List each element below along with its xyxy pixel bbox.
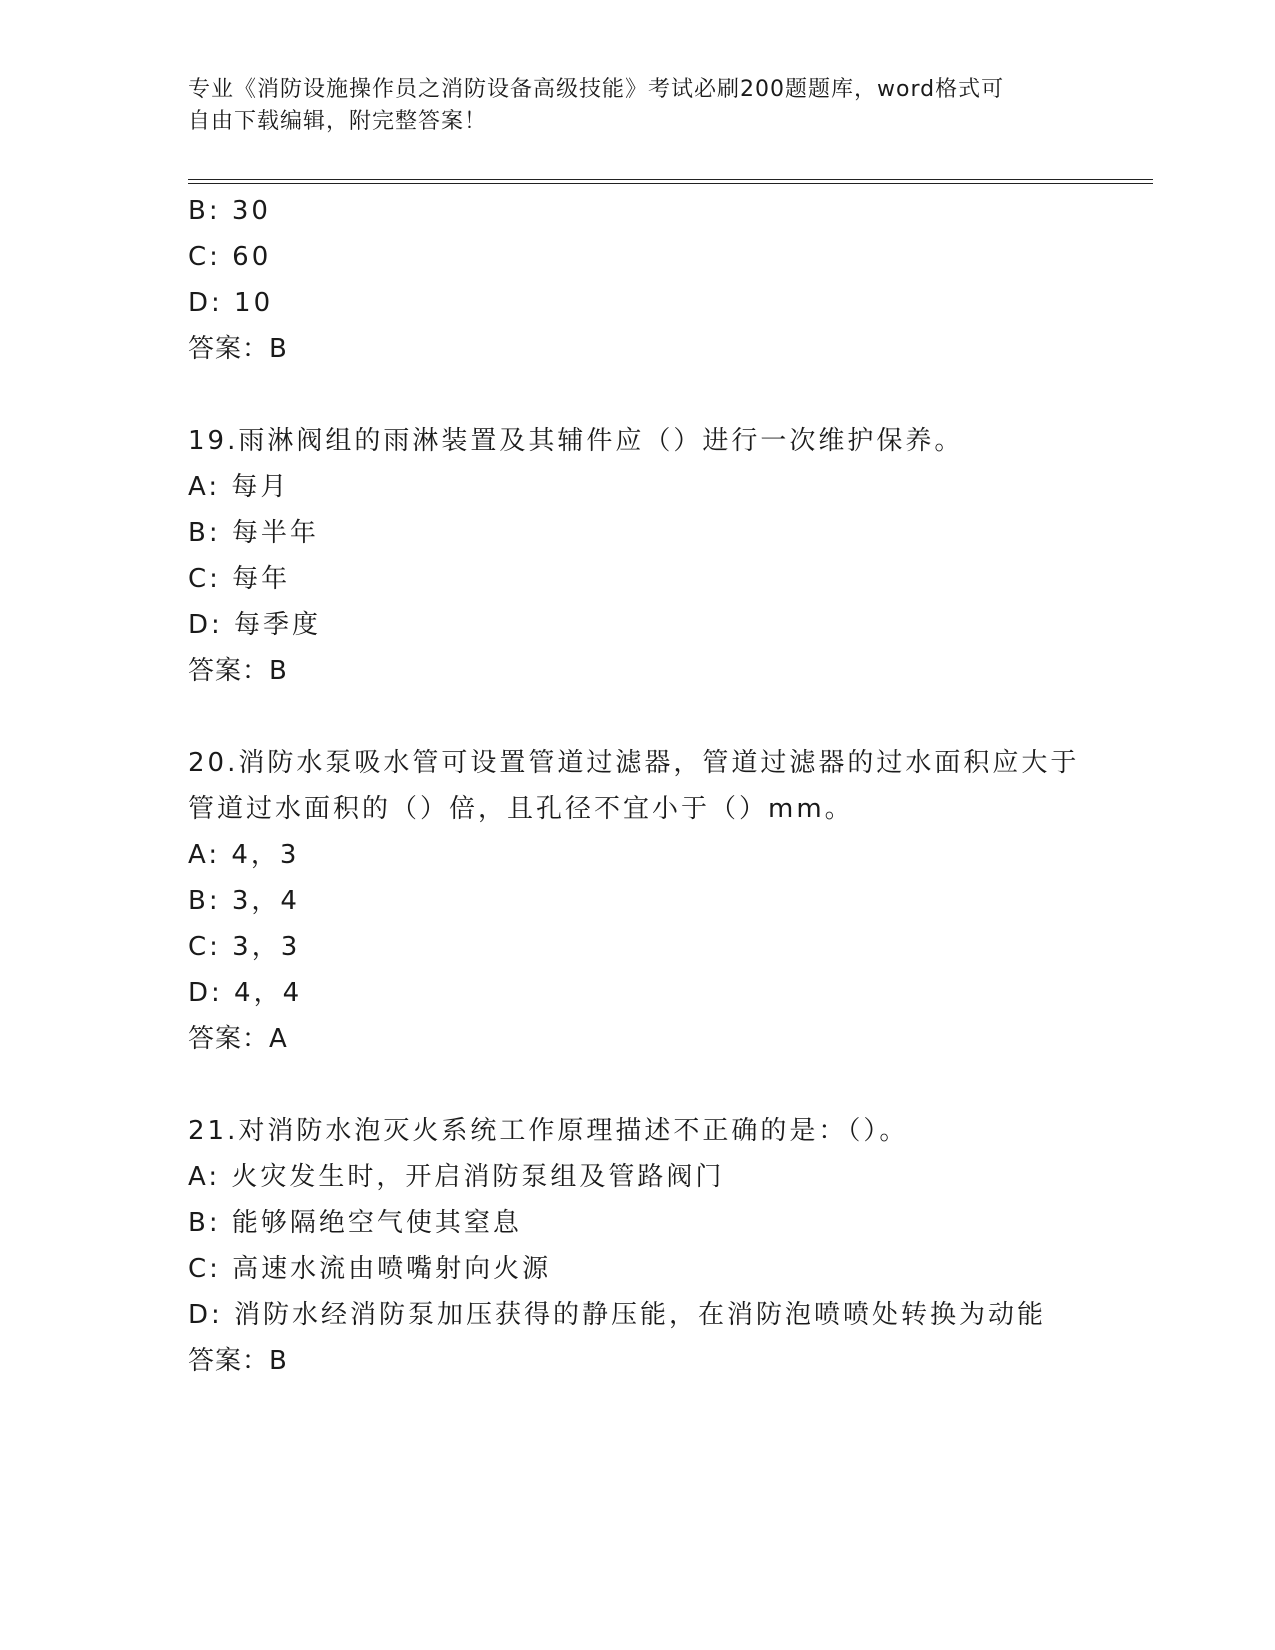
header-line-1: 专业《消防设施操作员之消防设备高级技能》考试必刷200题题库，word格式可 — [188, 77, 1005, 102]
answer-line: 答案：B — [188, 1346, 288, 1376]
option-c: C: 每年 — [188, 564, 291, 594]
option-b: B: 每半年 — [188, 518, 319, 548]
question-text-line-2: 管道过水面积的（）倍，且孔径不宜小于（）mm。 — [188, 794, 854, 824]
option-c: C: 60 — [188, 242, 272, 272]
document-header — [188, 74, 1068, 138]
question-block-19 — [188, 418, 1088, 694]
option-a: A: 每月 — [188, 472, 290, 502]
question-text-line-1: 20.消防水泵吸水管可设置管道过滤器，管道过滤器的过水面积应大于 — [188, 748, 1080, 778]
option-a: A: 4，3 — [188, 840, 300, 870]
answer-line: 答案：B — [188, 334, 288, 364]
option-d: D: 每季度 — [188, 610, 322, 640]
header-divider-top — [188, 179, 1153, 180]
question-text: 21.对消防水泡灭火系统工作原理描述不正确的是：（）。 — [188, 1116, 909, 1146]
option-d: D: 10 — [188, 288, 274, 318]
question-block-18 — [188, 188, 1088, 372]
answer-line: 答案：B — [188, 656, 288, 686]
option-a: A: 火灾发生时，开启消防泵组及管路阀门 — [188, 1162, 725, 1192]
option-b: B: 能够隔绝空气使其窒息 — [188, 1208, 522, 1238]
option-c: C: 3，3 — [188, 932, 301, 962]
spacer — [188, 372, 1088, 418]
option-d: D: 消防水经消防泵加压获得的静压能，在消防泡喷喷处转换为动能 — [188, 1300, 1047, 1330]
option-c: C: 高速水流由喷嘴射向火源 — [188, 1254, 552, 1284]
answer-line: 答案：A — [188, 1024, 288, 1054]
header-line-2: 自由下载编辑，附完整答案！ — [188, 109, 488, 134]
header-divider-bottom — [188, 183, 1153, 184]
option-d: D: 4，4 — [188, 978, 303, 1008]
question-block-21 — [188, 1108, 1088, 1384]
spacer — [188, 694, 1088, 740]
question-text: 19.雨淋阀组的雨淋装置及其辅件应（）进行一次维护保养。 — [188, 426, 964, 456]
question-block-20 — [188, 740, 1088, 1062]
option-b: B: 30 — [188, 196, 271, 226]
question-list — [188, 188, 1088, 1384]
spacer — [188, 1062, 1088, 1108]
option-b: B: 3，4 — [188, 886, 300, 916]
